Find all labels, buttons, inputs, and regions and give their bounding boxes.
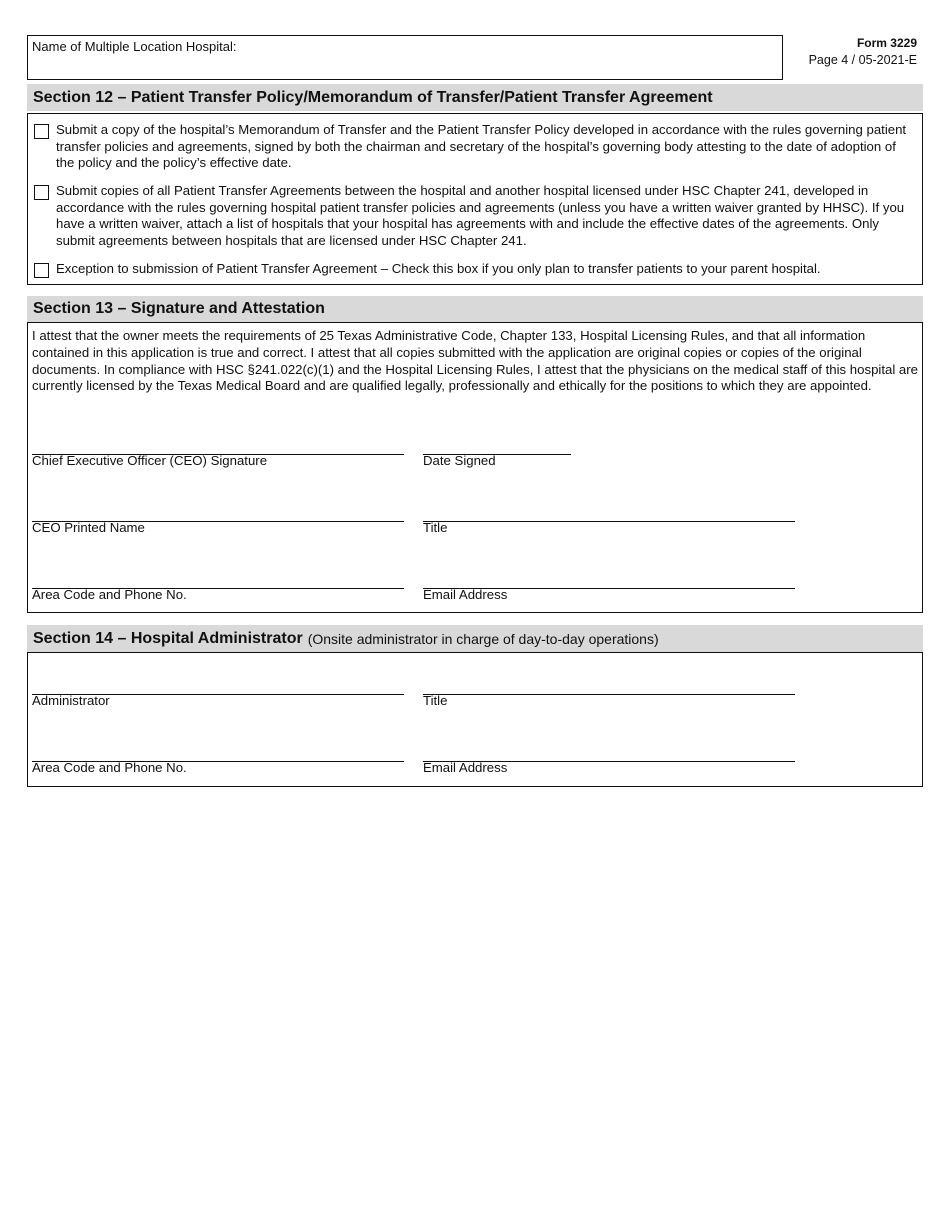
ceo-printed-name-label: CEO Printed Name bbox=[32, 520, 145, 535]
administrator-phone-label: Area Code and Phone No. bbox=[32, 760, 187, 775]
ceo-title-label: Title bbox=[423, 520, 448, 535]
section-14-header bbox=[27, 625, 923, 652]
administrator-title-line[interactable] bbox=[423, 694, 795, 695]
checklist-item-memorandum bbox=[34, 122, 912, 172]
section-13-box bbox=[27, 322, 923, 613]
section-14-title: Section 14 – Hospital Administrator bbox=[33, 629, 303, 647]
section-14-subtitle: (Onsite administrator in charge of day-to-day operations) bbox=[307, 630, 659, 647]
checklist-item-text: Submit a copy of the hospital’s Memorandum of Transfer and the Patient Transfer Policy developed in accordance with the rules governing patient transfer policies and agreements, signed by both the chairman and secretary of the hospital’s governing body attesting to the date of adoption of the policy and the policy’s effective date. bbox=[56, 122, 907, 171]
section-13-header bbox=[27, 296, 923, 322]
checklist-item-text: Exception to submission of Patient Transfer Agreement – Check this box if you only plan to transfer patients to your parent hospital. bbox=[56, 261, 821, 276]
ceo-signature-label: Chief Executive Officer (CEO) Signature bbox=[32, 453, 268, 468]
administrator-title-label: Title bbox=[423, 693, 448, 708]
ceo-phone-label: Area Code and Phone No. bbox=[32, 587, 187, 602]
section-12-box bbox=[27, 113, 923, 285]
section-12-header bbox=[27, 84, 923, 111]
hospital-name-label: Name of Multiple Location Hospital: bbox=[32, 39, 237, 54]
form-number: Form 3229 bbox=[856, 36, 917, 50]
memorandum-checkbox[interactable] bbox=[34, 124, 49, 139]
checklist-item-exception bbox=[34, 261, 912, 278]
section-12-title: Section 12 – Patient Transfer Policy/Memorandum of Transfer/Patient Transfer Agreement bbox=[33, 88, 713, 106]
ceo-email-label: Email Address bbox=[423, 587, 508, 602]
date-signed-label: Date Signed bbox=[423, 453, 496, 468]
page-info: Page 4 / 05-2021-E bbox=[808, 53, 917, 67]
attestation-text: I attest that the owner meets the requirements of 25 Texas Administrative Code, Chapter 133, Hospital Licensing Rules, and that all information contained in this application is true and correct. I attest that all copies submitted with the application are original copies or copies of the original documents. In compliance with HSC §241.022(c)(1) and the Hospital Licensing Rules, I attest that the physicians on the medical staff of this hospital are currently licensed by the Texas Medical Board and are qualified legally, professionally and ethically for the positions to which they are appointed. bbox=[32, 328, 918, 394]
section-14-box bbox=[27, 652, 923, 787]
hospital-name-field[interactable] bbox=[27, 35, 783, 80]
administrator-email-label: Email Address bbox=[423, 760, 508, 775]
ceo-title-line[interactable] bbox=[423, 521, 795, 522]
exception-checkbox[interactable] bbox=[34, 263, 49, 278]
agreements-checkbox[interactable] bbox=[34, 185, 49, 200]
checklist-item-text: Submit copies of all Patient Transfer Agreements between the hospital and another hospital licensed under HSC Chapter 241, developed in accordance with the rules governing hospital patient transfer policies and agreements (unless you have a written waiver granted by HHSC). If you have a written waiver, attach a list of hospitals that your hospital has agreements with and include the effective dates of the agreements. Only submit agreements between hospitals that are licensed under HSC Chapter 241. bbox=[56, 183, 905, 249]
checklist-item-agreements bbox=[34, 183, 912, 250]
administrator-label: Administrator bbox=[32, 693, 110, 708]
section-13-title: Section 13 – Signature and Attestation bbox=[33, 300, 325, 317]
